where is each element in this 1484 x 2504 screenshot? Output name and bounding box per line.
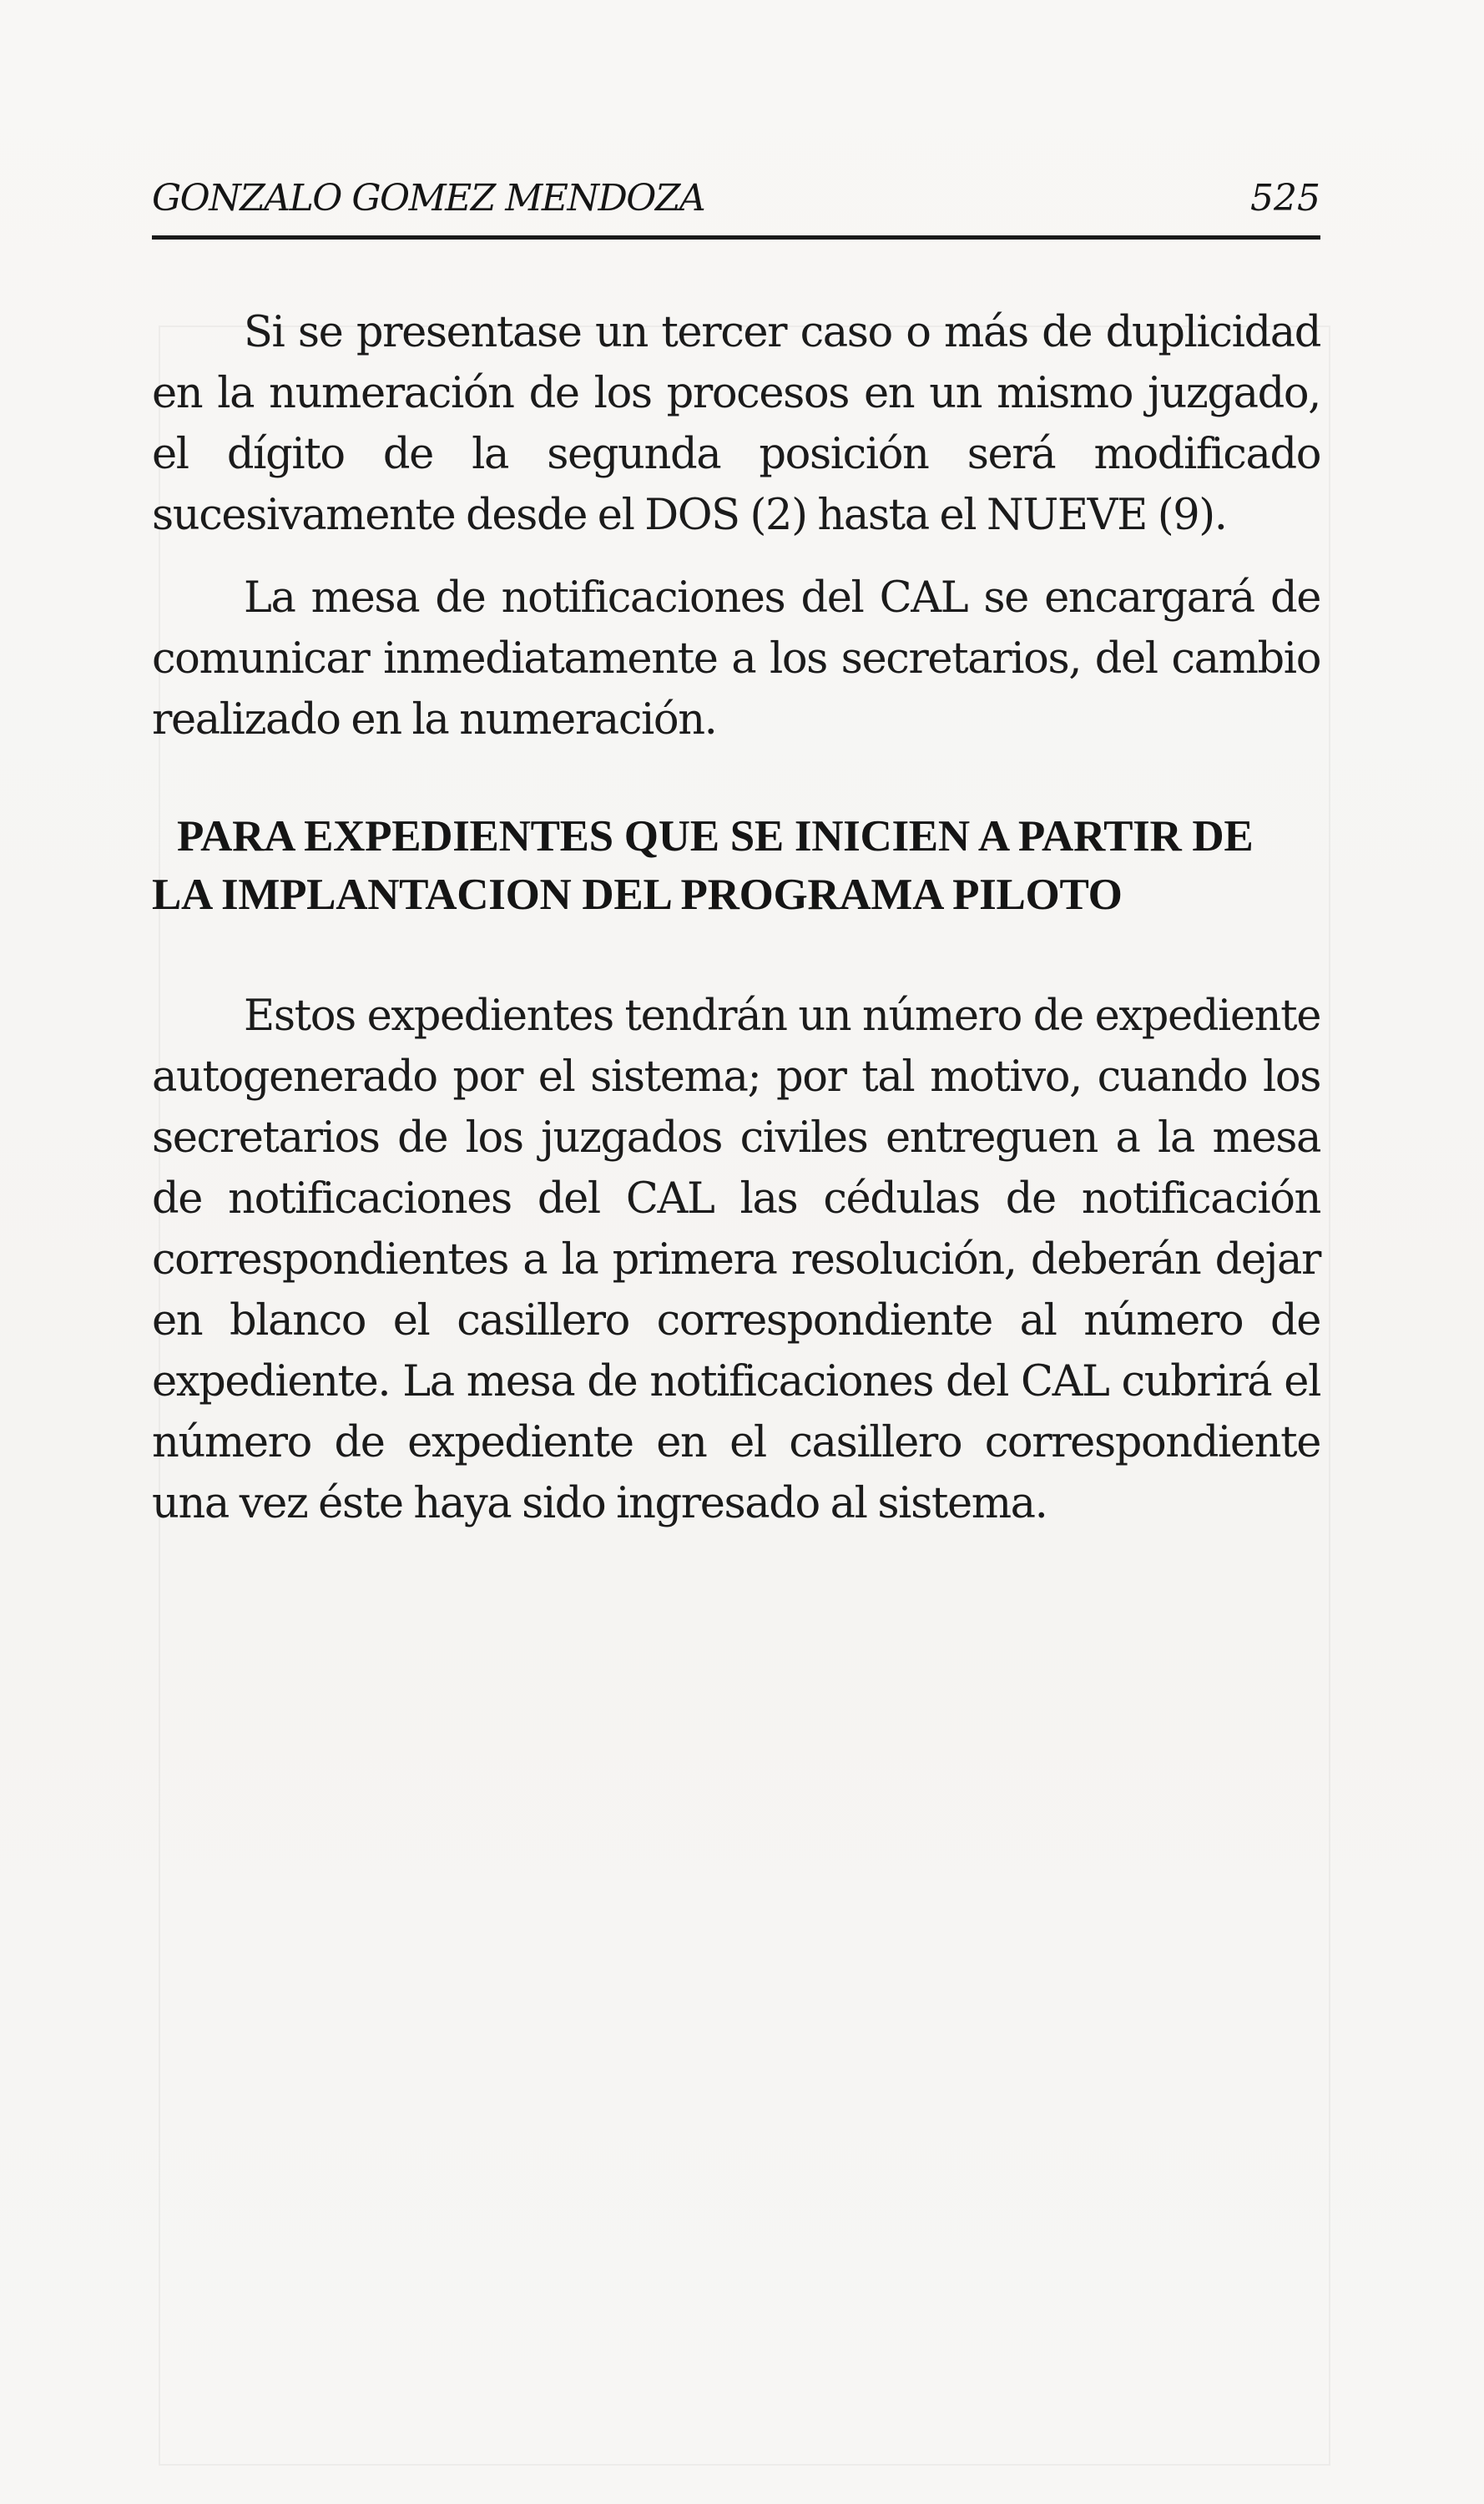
paragraph-duplicate-numbering: Si se presentase un tercer caso o más de duplicidad en la numeración de los procesos en un mismo juzgado, el dígito de la segunda posición será modificado sucesivamente desde el DOS (2) hasta el NUEVE (9). [152,308,1320,540]
header-rule [152,235,1320,240]
page-number: 525 [1250,177,1320,220]
running-head [152,177,1320,244]
running-title: GONZALO GOMEZ MENDOZA [152,177,705,220]
paragraph-new-records: Estos expedientes tendrán un número de expediente autogenerado por el sistema; por tal motivo, cuando los secretarios de los juzgados civiles entreguen a la mesa de notificaciones del CAL las cédulas de notificación correspondientes a la primera resolución, deberán dejar en blanco el casillero correspondiente al número de expediente. La mesa de notificaciones del CAL cubrirá el número de expediente en el casillero correspondiente una vez éste haya sido ingresado al sistema. [152,992,1320,1528]
body-text [152,302,1320,1534]
section-heading: PARA EXPEDIENTES QUE SE INICIEN A PARTIR DE LA IMPLANTACION DEL PROGRAMA PILOTO [152,812,1254,919]
paragraph-notification-desk: La mesa de notificaciones del CAL se encargará de comunicar inmediatamente a los secretarios, del cambio realizado en la numeración. [152,573,1320,745]
